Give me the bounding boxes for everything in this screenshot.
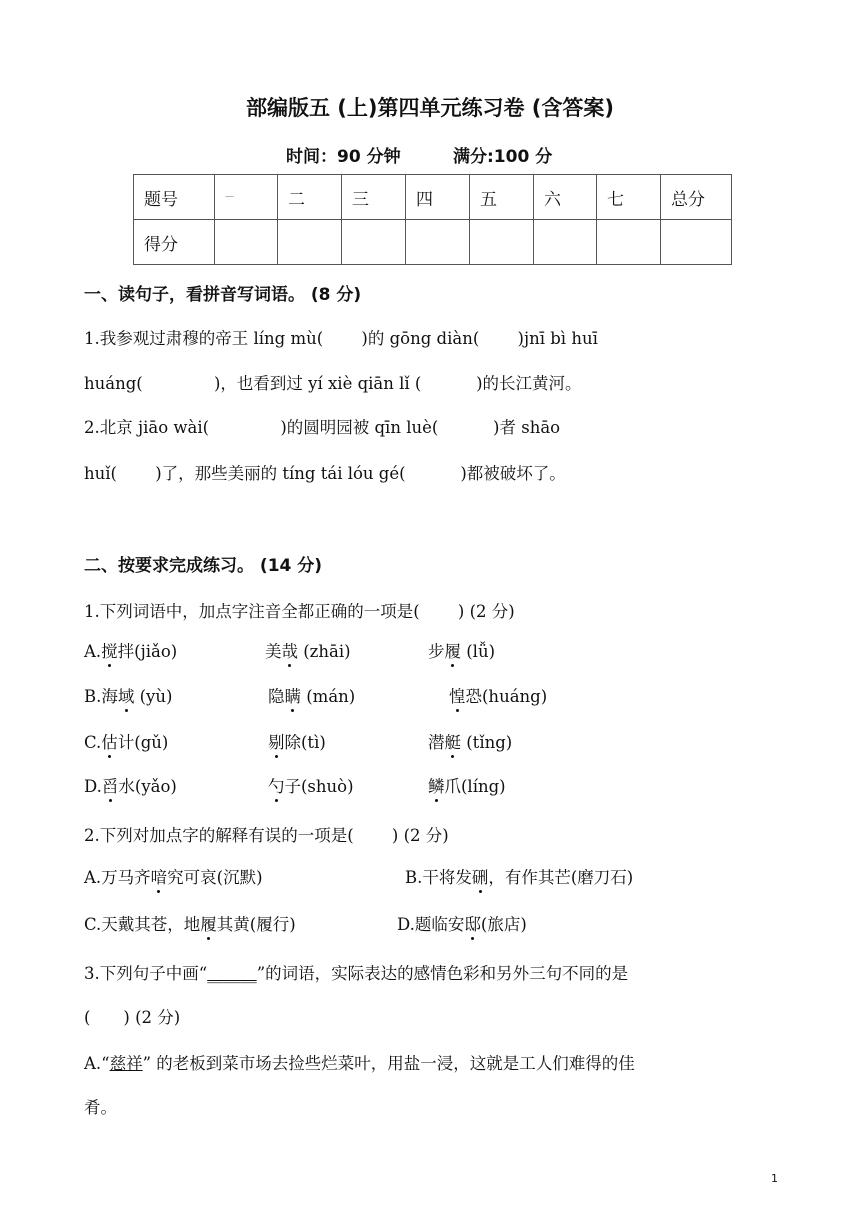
option-text: 海 [101,687,118,706]
score-header-cell: 三 [342,175,406,220]
underlined-word: 慈祥 [109,1054,143,1073]
option-text: 爪(líng) [444,777,506,796]
stem-text: ”的词语，实际表达的感情色彩和另外三句不同的是 [256,964,629,983]
s2-q1-option-a-word2 [265,638,351,662]
total-score-info: 满分:100 分 [453,147,553,167]
score-input-cell[interactable] [534,220,597,265]
s2-q1-option-c-word3 [428,729,512,753]
option-text: A.“ [84,1054,110,1073]
score-header-cell: 总分 [661,175,732,220]
s2-q1-option-d[interactable] [84,773,177,797]
s2-q1-option-c-word2 [268,729,326,753]
s2-q1-option-b-word2 [268,683,355,707]
score-header-cell: 七 [597,175,661,220]
s2-q1-option-d-word2 [268,773,354,797]
s2-q3-option-a-line2: 肴。 [84,1098,117,1117]
section1-heading: 一、读句子，看拼音写词语。 (8 分) [84,285,362,305]
option-text: (yù) [134,687,173,706]
s2-q1-stem: 1.下列词语中，加点字注音全都正确的一项是( ) (2 分) [84,602,515,621]
stem-text: 3.下列句子中画“ [84,964,208,983]
s2-q1-option-b[interactable] [84,683,172,707]
dotted-char: 瞒 [285,683,302,707]
score-table-score-row [134,220,732,265]
s2-q2-option-d[interactable] [397,911,527,935]
option-text: (mán) [301,687,356,706]
s1-q2-line1: 2.北京 jiāo wài( )的圆明园被 qīn luè( )者 shāo [84,418,561,437]
option-text: C.天戴其苍，地 [84,915,201,934]
option-text: 计(gǔ) [117,733,169,752]
score-header-cell: — [215,175,278,220]
option-label: C. [84,733,102,752]
page-title: 部编版五 (上)第四单元练习卷 (含答案) [245,96,614,120]
option-label: A. [84,642,102,661]
score-input-cell[interactable] [215,220,278,265]
option-text: 隐 [268,687,285,706]
score-header-cell: 题号 [134,175,215,220]
option-text: 步 [428,642,445,661]
option-text: B.干将发 [405,868,472,887]
score-input-cell[interactable] [470,220,534,265]
dotted-char: 履 [445,638,462,662]
option-text: 其黄(履行) [216,915,296,934]
score-input-cell[interactable] [278,220,342,265]
dotted-char: 剔 [268,729,285,753]
score-header-cell: 二 [278,175,342,220]
s2-q1-option-b-word3 [449,683,547,707]
dotted-char: 鳞 [428,773,445,797]
dotted-char: 舀 [102,773,119,797]
s2-q3-option-a-line1[interactable] [84,1050,635,1074]
s1-q1-line1: 1.我参观过肃穆的帝王 líng mù( )的 gōng diàn( )jnī bì huī [84,329,598,348]
option-label: D. [84,777,102,796]
score-input-cell[interactable] [406,220,470,265]
s2-q2-option-a[interactable] [84,864,263,888]
s2-q2-option-b[interactable] [405,864,633,888]
dotted-char: 勺 [268,773,285,797]
option-text: ” 的老板到菜市场去捡些烂菜叶，用盐一浸，这就是工人们难得的佳 [142,1054,635,1073]
s2-q1-option-a[interactable] [84,638,177,662]
page-number: 1 [771,1172,778,1185]
dotted-char: 喑 [151,864,168,888]
score-input-cell[interactable] [661,220,732,265]
s1-q1-line2: huáng( )，也看到过 yí xiè qiān lǐ ( )的长江黄河。 [84,374,582,393]
option-text: (zhāi) [298,642,351,661]
s2-q1-option-c[interactable] [84,729,168,753]
score-input-cell[interactable] [342,220,406,265]
option-text: (tǐng) [461,733,513,752]
score-table [133,174,732,265]
dotted-char: 哉 [282,638,299,662]
score-header-cell: 四 [406,175,470,220]
score-header-cell: 六 [534,175,597,220]
dotted-char: 估 [101,729,118,753]
option-text: D.题临安 [397,915,465,934]
option-text: A.万马齐 [84,868,151,887]
dotted-char: 艇 [445,729,462,753]
option-text: 子(shuò) [284,777,354,796]
time-info: 时间：90 分钟 [286,147,401,167]
option-text: 究可哀(沉默) [167,868,263,887]
dotted-char: 域 [118,683,135,707]
option-text: 美 [265,642,282,661]
score-table-header-row [134,175,732,220]
option-text: 潜 [428,733,445,752]
s2-q2-stem: 2.下列对加点字的解释有误的一项是( ) (2 分) [84,826,449,845]
option-text: 水(yǎo) [118,777,177,796]
s1-q2-line2: huǐ( )了，那些美丽的 tíng tái lóu gé( )都被破坏了。 [84,464,566,483]
s2-q3-stem-line1 [84,960,628,984]
s2-q1-option-d-word3 [428,773,506,797]
option-text: 恐(huáng) [465,687,548,706]
dotted-char: 搅 [101,638,118,662]
dotted-char: 惶 [449,683,466,707]
s2-q2-option-c[interactable] [84,911,296,935]
dotted-char: 履 [200,911,217,935]
dotted-char: 邸 [464,911,481,935]
option-text: (旅店) [480,915,527,934]
option-label: B. [84,687,102,706]
option-text: 除(tì) [284,733,326,752]
score-input-cell[interactable] [597,220,661,265]
option-text: (lǚ) [461,642,496,661]
option-text: 拌(jiǎo) [117,642,178,661]
dotted-char: 硎 [472,864,489,888]
s2-q3-stem-line2: ( ) (2 分) [84,1008,181,1027]
score-row-label: 得分 [134,220,215,265]
option-text: ，有作其芒(磨刀石) [488,868,634,887]
s2-q1-option-a-word3 [428,638,495,662]
score-header-cell: 五 [470,175,534,220]
underline-blank: ______ [207,964,257,983]
section2-heading: 二、按要求完成练习。 (14 分) [84,556,323,576]
